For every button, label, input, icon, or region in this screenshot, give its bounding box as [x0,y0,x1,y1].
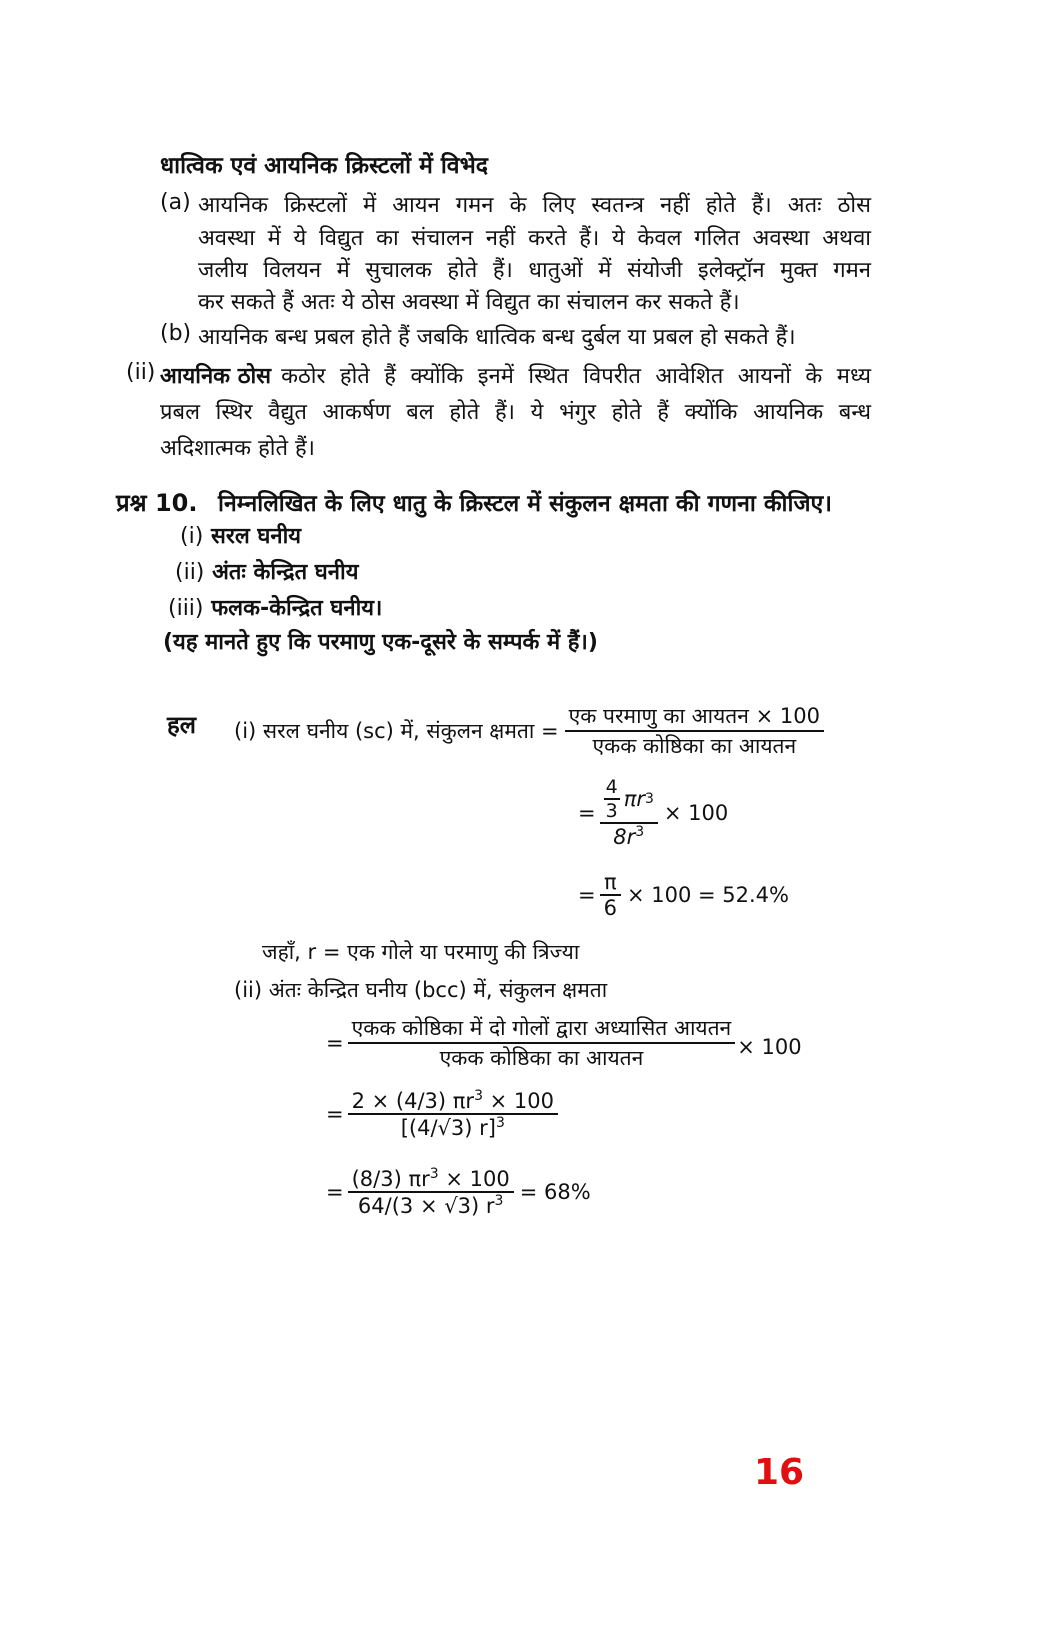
exp-3-d: 3 [495,1115,505,1131]
exp-3-f: 3 [494,1193,504,1209]
question-item-3 [168,592,382,622]
item-a-line-1: आयनिक क्रिस्टलों में आयन गमन के लिए स्वतन्त्र नहीं होते हैं। अतः ठोस [198,193,871,218]
item-a-line-2: अवस्था में ये विद्युत का संचालन नहीं करते हैं। ये केवल गलित अवस्था अथवा [198,226,871,251]
pi-over-6 [600,870,621,920]
sc-times100: × 100 [755,704,820,728]
question-item-3-text: फलक-केन्द्रित घनीय। [211,596,383,621]
question-item-1 [180,520,301,550]
question-item-2-text: अंतः केन्द्रित घनीय [212,560,359,585]
item-ii-label: (ii) [126,360,156,385]
section-heading: धात्विक एवं आयनिक क्रिस्टलों में विभेद [160,153,488,179]
bcc-step-2-num [348,1088,558,1115]
bcc-intro: (ii) अंतः केन्द्रित घनीय (bcc) में, संकुलन क्षमता [234,978,608,1002]
item-ii-line-3: अदिशात्मक होते हैं। [160,436,316,461]
sc-step-2 [578,776,728,849]
bcc-step-2-num-tail: × 100 [482,1089,555,1113]
bcc-step-3-den-text: 64/(3 × √3) r [357,1194,495,1218]
bcc-denominator: एकक कोष्ठिका का आयतन [439,1046,644,1070]
solution-label: हल [167,711,197,739]
question-item-1-text: सरल घनीय [210,524,302,549]
item-ii-line-1-rest: कठोर होते हैं क्योंकि इनमें स्थित विपरीत आवेशित आयनों के मध्य [281,364,871,389]
question-item-2-num: (ii) [175,560,205,585]
exp-3-a: 3 [644,791,654,807]
question-text: निम्नलिखित के लिए धातु के क्रिस्टल में संकुलन क्षमता की गणना कीजिए। [218,491,832,517]
item-a-line-3: जलीय विलयन में सुचालक होते हैं। धातुओं में संयोजी इलेक्ट्रॉन मुक्त गमन [198,258,871,283]
bcc-step-3-fraction [348,1166,514,1218]
bcc-step-1-fraction [348,1014,736,1072]
bcc-step-3-num-tail: × 100 [438,1167,510,1191]
bcc-step-1-eq: = [326,1031,344,1055]
sc-step-2-times: × 100 [663,800,729,825]
bcc-step-3-den [348,1193,514,1218]
question-label: प्रश्न 10. [116,489,198,517]
sc-denominator: एकक कोष्ठिका का आयतन [592,734,797,758]
bcc-step-3-eq: = [326,1180,344,1204]
bcc-step-2-fraction [348,1088,558,1140]
where-line: जहाँ, r = एक गोले या परमाणु की त्रिज्या [262,940,580,964]
pi-r: πr [623,787,645,811]
bcc-step-3 [326,1166,591,1218]
four-thirds [604,776,620,822]
item-a-line-4: कर सकते हैं अतः ये ठोस अवस्था में विद्युत का संचालन कर सकते हैं। [198,290,740,315]
item-ii-bold-lead: आयनिक ठोस [160,364,272,389]
sc-step-2-den [600,824,658,849]
item-ii-line-1 [160,360,871,390]
six: 6 [603,896,617,920]
eight-r: 8r [613,825,636,849]
sc-fraction [565,702,824,760]
three: 3 [605,800,618,822]
exp-3-c: 3 [474,1088,483,1104]
item-b-text: आयनिक बन्ध प्रबल होते हैं जबकि धात्विक बन्ध दुर्बल या प्रबल हो सकते हैं। [198,325,796,350]
bcc-step-1 [326,1014,802,1072]
sc-step-3-eq: = [578,883,596,907]
bcc-step-2-den-text: [(4/√3) r] [400,1116,496,1140]
item-ii-line-2: प्रबल स्थिर वैद्युत आकर्षण बल होते हैं। ये भंगुर होते हैं क्योंकि आयनिक बन्ध [160,400,871,425]
bcc-step-1-times: × 100 [737,1035,802,1059]
bcc-numerator: एकक कोष्ठिका में दो गोलों द्वारा अध्यासित आयतन [348,1014,736,1044]
question-item-1-num: (i) [180,524,204,549]
four: 4 [605,776,618,798]
bcc-step-2-den [348,1115,558,1140]
pi: π [600,870,621,896]
exp-3-b: 3 [635,824,645,840]
bcc-step-2 [326,1088,558,1140]
page-number: 16 [754,1452,805,1493]
item-a-label: (a) [160,190,191,215]
exp-3-e: 3 [429,1166,439,1182]
question-item-3-num: (iii) [168,596,204,621]
sc-step-2-num [600,776,658,824]
sc-formula [234,702,824,760]
sc-step-3 [578,870,789,920]
bcc-result: = 68% [519,1180,591,1204]
sc-step-2-fraction [600,776,658,849]
question-item-2 [175,556,358,586]
bcc-step-3-num-text: (8/3) πr [351,1167,430,1191]
sc-numerator [565,702,824,732]
bcc-step-2-num-text: 2 × (4/3) πr [351,1089,475,1113]
item-b-label: (b) [160,321,192,346]
bcc-step-3-num [348,1166,514,1193]
sc-step-2-eq: = [578,800,596,825]
question-note: (यह मानते हुए कि परमाणु एक-दूसरे के सम्पर्क में हैं।) [163,630,598,655]
sc-num-text: एक परमाणु का आयतन [568,704,749,728]
sc-intro: (i) सरल घनीय (sc) में, संकुलन क्षमता = [234,719,559,743]
bcc-step-2-eq: = [326,1102,344,1126]
sc-step-3-result: × 100 = 52.4% [626,883,789,907]
